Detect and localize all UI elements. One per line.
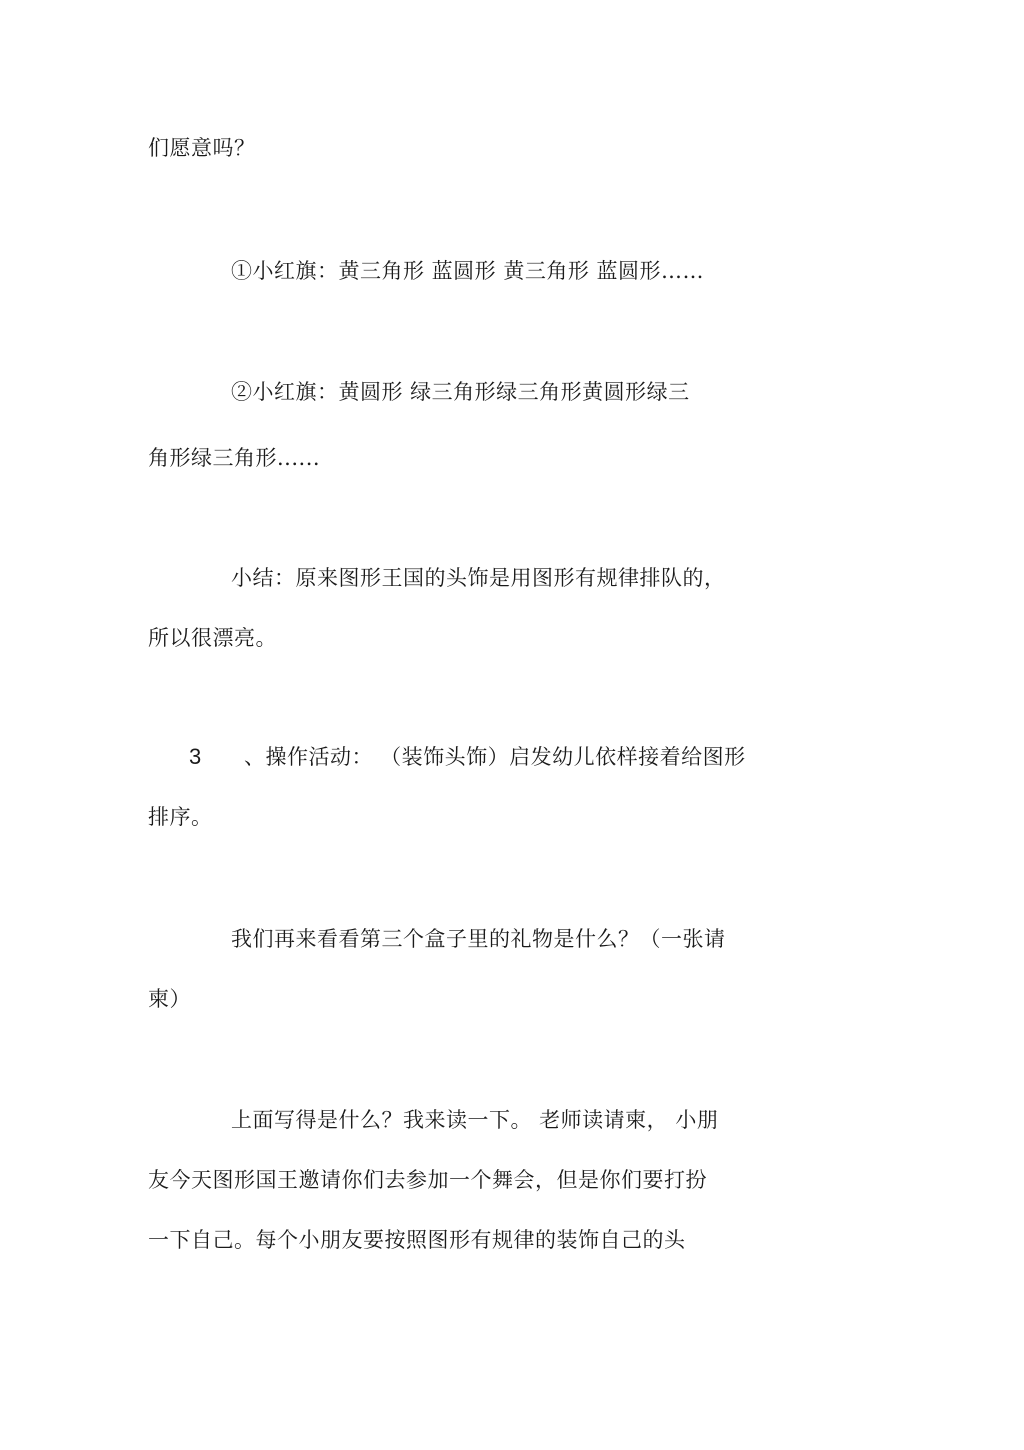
text-line: 一下自己。每个小朋友要按照图形有规律的装饰自己的头 <box>148 1228 686 1252</box>
text-line: 友今天图形国王邀请你们去参加一个舞会，但是你们要打扮 <box>148 1168 707 1192</box>
text-line: 排序。 <box>148 805 213 829</box>
section-number: 3 <box>189 744 202 769</box>
text-line: 、操作活动： （装饰头饰）启发幼儿依样接着给图形 <box>244 745 746 769</box>
text-line: 柬） <box>148 987 191 1011</box>
text-line: ②小红旗：黄圆形 绿三角形绿三角形黄圆形绿三 <box>231 380 690 404</box>
text-line: 所以很漂亮。 <box>148 626 277 650</box>
text-line: 们愿意吗？ <box>148 136 256 160</box>
text-line: ①小红旗：黄三角形 蓝圆形 黄三角形 蓝圆形…… <box>231 259 705 283</box>
text-line: 我们再来看看第三个盒子里的礼物是什么？（一张请 <box>231 927 726 951</box>
text-line: 上面写得是什么？我来读一下。 老师读请柬， 小朋 <box>231 1108 719 1132</box>
text-line: 角形绿三角形...... <box>148 446 321 470</box>
text-line: 小结：原来图形王国的头饰是用图形有规律排队的， <box>231 566 726 590</box>
